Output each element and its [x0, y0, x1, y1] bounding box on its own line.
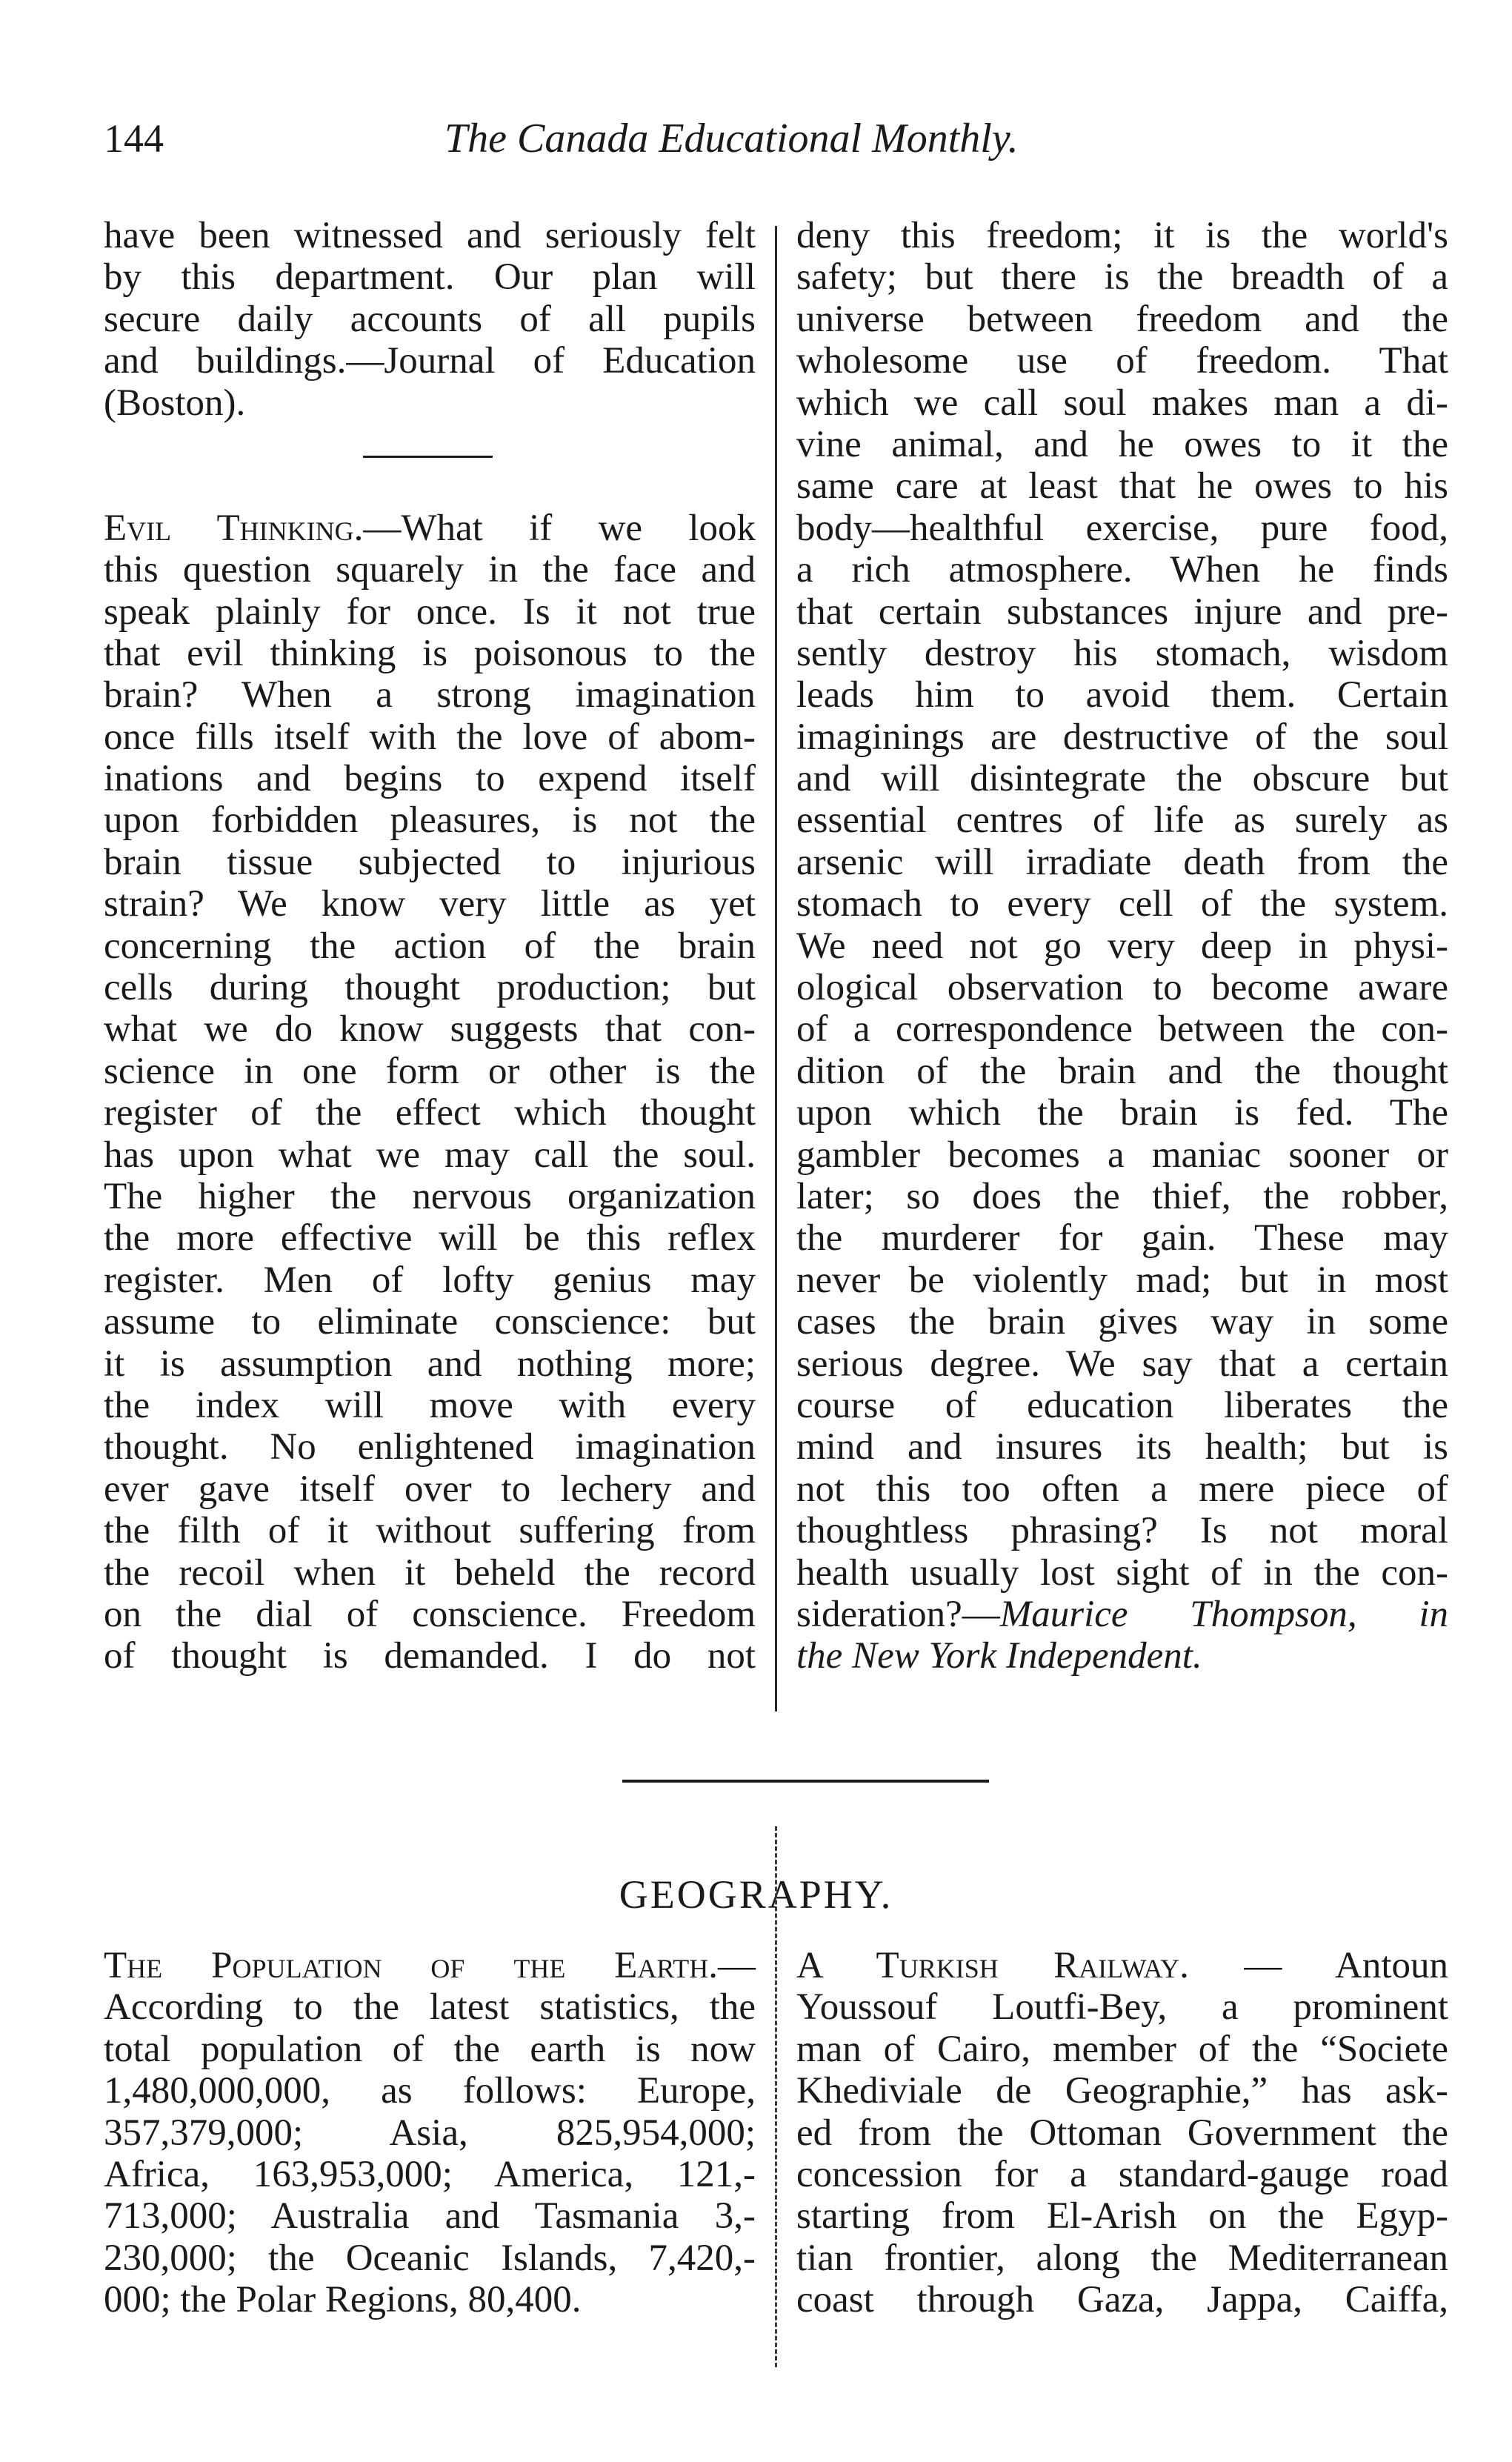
railway-heading-line	[796, 1945, 1448, 1986]
text-line: the murderer for gain. These may	[796, 1217, 1448, 1260]
text-line: the recoil when it beheld the record	[104, 1551, 756, 1594]
text-line: coast through Gaza, Jappa, Caiffa,	[796, 2279, 1448, 2321]
section-heading: GEOGRAPHY.	[619, 1872, 893, 1917]
text-line: assume to eliminate conscience: but	[104, 1301, 756, 1343]
text-line: and buildings.—Journal of Education	[104, 340, 756, 382]
text-line: never be violently mad; but in most	[796, 1259, 1448, 1301]
text-line: upon which the brain is fed. The	[796, 1092, 1448, 1134]
attribution-source: the New York Independent.	[796, 1635, 1202, 1677]
text-line: ed from the Ottoman Government the	[796, 2112, 1448, 2154]
text-line: We need not go very deep in physi-	[796, 925, 1448, 967]
text-line: cases the brain gives way in some	[796, 1301, 1448, 1343]
section-divider	[622, 1780, 989, 1783]
text-line: arsenic will irradiate death from the	[796, 841, 1448, 883]
text-line: that evil thinking is poisonous to the	[104, 632, 756, 674]
text-line: register of the effect which thought	[104, 1092, 756, 1134]
text-line: 357,379,000; Asia, 825,954,000;	[104, 2112, 756, 2154]
running-title: The Canada Educational Monthly.	[444, 116, 1019, 162]
population-heading: The Population of the Earth.	[104, 1945, 718, 1986]
text-line: speak plainly for once. Is it not true	[104, 590, 756, 633]
text-line: The higher the nervous organization	[104, 1175, 756, 1217]
text-line: it is assumption and nothing more;	[104, 1343, 756, 1385]
text-line: body—healthful exercise, pure food,	[796, 507, 1448, 549]
text-line: thought. No enlightened imagination	[104, 1426, 756, 1468]
text-line: ever gave itself over to lechery and	[104, 1468, 756, 1510]
text-line: the index will move with every	[104, 1384, 756, 1426]
text-line: imaginings are destructive of the soul	[796, 716, 1448, 758]
text-line: once fills itself with the love of abom-	[104, 716, 756, 758]
text-line: (Boston).	[104, 382, 246, 424]
column-rule-bottom	[775, 1826, 779, 2367]
text-line: Youssouf Loutfi-Bey, a prominent	[796, 1986, 1448, 2029]
text-line: wholesome use of freedom. That	[796, 340, 1448, 382]
text-line: the more effective will be this reflex	[104, 1217, 756, 1260]
text-line: strain? We know very little as yet	[104, 883, 756, 925]
text-line: According to the latest statistics, the	[104, 1986, 756, 2029]
text-line: Africa, 163,953,000; America, 121,-	[104, 2153, 756, 2195]
text-line: what we do know suggests that con-	[104, 1008, 756, 1051]
text-fragment: sideration?—	[796, 1593, 1000, 1635]
text-line: of a correspondence between the con-	[796, 1008, 1448, 1051]
text-line: course of education liberates the	[796, 1384, 1448, 1426]
text-line: dition of the brain and the thought	[796, 1050, 1448, 1092]
text-line: universe between freedom and the	[796, 298, 1448, 340]
text-line: this question squarely in the face and	[104, 549, 756, 591]
text-fragment: —	[718, 1945, 756, 1986]
text-line: a rich atmosphere. When he finds	[796, 549, 1448, 591]
text-line: sently destroy his stomach, wisdom	[796, 632, 1448, 674]
text-line: 713,000; Australia and Tasmania 3,-	[104, 2195, 756, 2238]
text-line: man of Cairo, member of the “Societe	[796, 2028, 1448, 2070]
text-line: the filth of it without suffering from	[104, 1510, 756, 1552]
text-line: which we call soul makes man a di-	[796, 382, 1448, 424]
text-line: deny this freedom; it is the world's	[796, 215, 1448, 256]
text-line: essential centres of life as surely as	[796, 799, 1448, 842]
text-line: has upon what we may call the soul.	[104, 1134, 756, 1176]
text-line: ological observation to become aware	[796, 967, 1448, 1009]
text-line: 230,000; the Oceanic Islands, 7,420,-	[104, 2237, 756, 2279]
text-line: register. Men of lofty genius may	[104, 1259, 756, 1301]
text-line: total population of the earth is now	[104, 2028, 756, 2070]
bottom-right-column	[796, 1945, 1448, 2321]
evil-thinking-first-line	[104, 508, 756, 549]
text-line: later; so does the thief, the robber,	[796, 1175, 1448, 1217]
text-line: on the dial of conscience. Freedom	[104, 1593, 756, 1635]
short-divider	[363, 456, 493, 458]
text-line: upon forbidden pleasures, is not the	[104, 799, 756, 842]
text-line: 000; the Polar Regions, 80,400.	[104, 2279, 582, 2321]
railway-heading: A Turkish Railway.	[796, 1945, 1189, 1986]
text-line: mind and insures its health; but is	[796, 1426, 1448, 1468]
population-heading-line	[104, 1945, 756, 1986]
text-line: inations and begins to expend itself	[104, 758, 756, 800]
text-line: that certain substances injure and pre-	[796, 590, 1448, 633]
attribution-author: Maurice Thompson, in	[999, 1593, 1448, 1635]
text-line: brain? When a strong imagination	[104, 674, 756, 716]
text-line: vine animal, and he owes to it the	[796, 423, 1448, 465]
text-line: not this too often a mere piece of	[796, 1468, 1448, 1510]
text-line: leads him to avoid them. Certain	[796, 674, 1448, 716]
text-line: safety; but there is the breadth of a	[796, 256, 1448, 299]
text-line: health usually lost sight of in the con-	[796, 1551, 1448, 1594]
top-right-column	[796, 215, 1448, 1677]
text-line: of thought is demanded. I do not	[104, 1635, 756, 1677]
text-line: and will disintegrate the obscure but	[796, 758, 1448, 800]
text-line: serious degree. We say that a certain	[796, 1343, 1448, 1385]
text-line: 1,480,000,000, as follows: Europe,	[104, 2070, 756, 2112]
column-rule-top	[775, 226, 777, 1711]
text-line: stomach to every cell of the system.	[796, 883, 1448, 925]
evil-thinking-heading: Evil Thinking.	[104, 507, 364, 549]
text-line: secure daily accounts of all pupils	[104, 298, 756, 340]
text-line: Khediviale de Geographie,” has ask-	[796, 2070, 1448, 2112]
text-line: cells during thought production; but	[104, 967, 756, 1009]
attribution-line	[796, 1594, 1448, 1635]
text-fragment: — Antoun	[1188, 1945, 1449, 1986]
text-line: gambler becomes a maniac sooner or	[796, 1134, 1448, 1176]
text-line: concession for a standard-gauge road	[796, 2153, 1448, 2195]
text-line: brain tissue subjected to injurious	[104, 841, 756, 883]
text-line: by this department. Our plan will	[104, 256, 756, 299]
bottom-left-column	[104, 1945, 756, 2321]
text-line: science in one form or other is the	[104, 1050, 756, 1092]
text-line: thoughtless phrasing? Is not moral	[796, 1510, 1448, 1552]
text-line: tian frontier, along the Mediterranean	[796, 2237, 1448, 2279]
text-line: starting from El-Arish on the Egyp-	[796, 2195, 1448, 2238]
text-line: concerning the action of the brain	[104, 925, 756, 967]
text-line: same care at least that he owes to his	[796, 465, 1448, 508]
top-left-column	[104, 215, 756, 1677]
text-fragment: —What if we look	[363, 507, 756, 549]
text-line: have been witnessed and seriously felt	[104, 215, 756, 256]
page-number: 144	[104, 116, 164, 161]
